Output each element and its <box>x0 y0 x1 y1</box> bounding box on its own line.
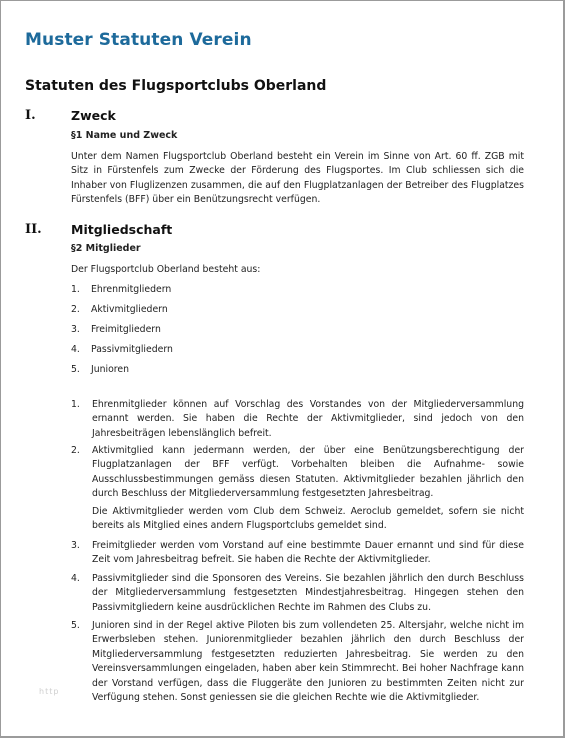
item-text: Ehrenmitglieder können auf Vorschlag des Vorstandes von der Mitgliederversammlung ernannt werden. Sie haben die Rechte der Aktivmitglieder, sind jedoch von den Jahresbeiträgen lebenslänglich befreit. <box>92 399 524 439</box>
paragraph-title-1: §1 Name und Zweck <box>71 130 178 141</box>
list-item: Ehrenmitgliedern <box>91 284 172 295</box>
list-item-number: 4. <box>71 344 80 355</box>
list-item-number: 2. <box>71 304 80 315</box>
item-number: 4. <box>71 573 80 584</box>
statutes-title: Statuten des Flugsportclubs Oberland <box>25 78 327 94</box>
list-item: Passivmitgliedern <box>91 344 173 355</box>
list-item-number: 1. <box>71 284 80 295</box>
member-detail-item <box>71 619 524 705</box>
list-item: Junioren <box>91 364 130 375</box>
list-item: Freimitgliedern <box>91 324 161 335</box>
item-number: 5. <box>71 620 80 631</box>
list-item: Aktivmitgliedern <box>91 304 168 315</box>
item-number: 1. <box>71 399 80 410</box>
member-detail-item <box>71 539 524 568</box>
item-number: 3. <box>71 540 80 551</box>
item-text: Die Aktivmitglieder werden vom Club dem Schweiz. Aeroclub gemeldet, sofern sie nicht bereits als Mitglied eines andern Flugsportclubs gemeldet sind. <box>92 506 524 532</box>
member-detail-item <box>71 572 524 615</box>
list-item-number: 5. <box>71 364 80 375</box>
item-text: Freimitglieder werden vom Vorstand auf eine bestimmte Dauer ernannt und sind für diese Zeit vom Jahresbeitrag befreit. Sie haben die Rechte der Aktivmitglieder. <box>92 540 524 566</box>
paragraph-title-2: §2 Mitglieder <box>71 243 141 254</box>
members-intro: Der Flugsportclub Oberland besteht aus: <box>71 264 261 275</box>
item-text: Passivmitglieder sind die Sponsoren des Vereins. Sie bezahlen jährlich den durch Beschluss der Mitgliederversammlung festgesetzten Mindestjahresbeitrag. Hingegen stehen den Passivmitgliedern keine ausdrücklichen Rechte im Rahmen des Clubs zu. <box>92 573 524 613</box>
member-detail-item <box>71 398 524 441</box>
section-title-mitgliedschaft: Mitgliedschaft <box>71 222 173 237</box>
section-number-2: II. <box>25 222 42 237</box>
item-number: 2. <box>71 445 80 456</box>
list-item-number: 3. <box>71 324 80 335</box>
section-number-1: I. <box>25 108 36 123</box>
item-text: Aktivmitglied kann jedermann werden, der über eine Benützungsberechtigung der Flugplatzanlagen der BFF verfügt. Vorbehalten bleiben die Aufnahme- sowie Ausschlussbestimmungen gemäss diesen Statuten. Aktivmitglieder bezahlen jährlich den durch Beschluss der Mitgliederversammlung festgesetzten Jahresbeitrag. <box>92 445 524 500</box>
section-title-zweck: Zweck <box>71 108 116 123</box>
item-text: Junioren sind in der Regel aktive Piloten bis zum vollendeten 25. Altersjahr, welche nicht im Erwerbsleben stehen. Juniorenmitglieder bezahlen jährlich den durch Beschluss der Mitgliederversammlung festgesetzten reduzierten Jahresbeitrag. Sie werden zu den Vereinsversammlungen eingeladen, haben aber kein Stimmrecht. Bei hoher Nachfrage kann der Vorstand verfügen, dass die Fluggeräte den Junioren zu bestimmten Zeiten nicht zur Verfügung stehen. Sonst geniessen sie die gleichen Rechte wie die Aktivmitglieder. <box>92 620 524 704</box>
paragraph-text-1: Unter dem Namen Flugsportclub Oberland besteht ein Verein im Sinne von Art. 60 ff. ZGB mit Sitz in Fürstenfels zum Zwecke der Förderung des Flugsportes. Im Club schliessen sich die Inhaber von Fluglizenzen zusammen, die auf den Flugplatzanlagen der Betreiber des Flugplatzes Fürstenfels (BFF) über ein Benützungsrecht verfügen. <box>71 151 524 206</box>
watermark: http <box>39 687 60 696</box>
member-detail-item <box>71 444 524 502</box>
document-page <box>1 1 563 736</box>
member-detail-item <box>71 505 524 534</box>
document-title: Muster Statuten Verein <box>25 30 252 50</box>
